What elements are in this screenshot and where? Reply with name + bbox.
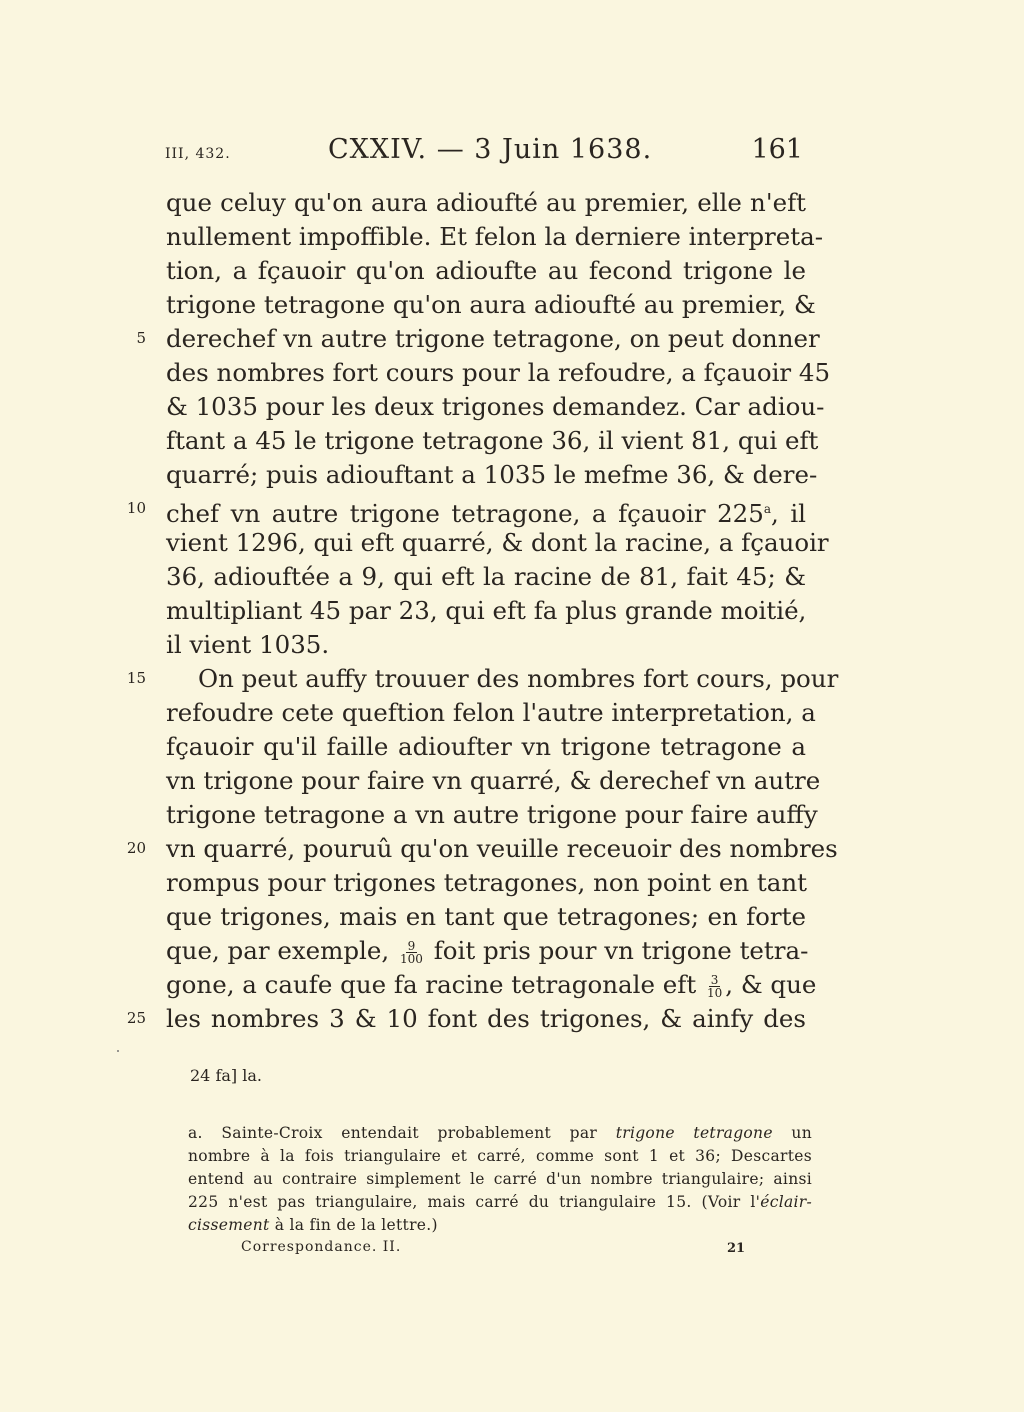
text-line [166,934,809,968]
text-line: fçauoir qu'il faille adioufter vn trigone tetragone a [166,732,806,761]
fraction-numerator: 3 [710,973,719,987]
volume-reference: III, 432. [165,146,231,162]
text-line: les nombres 3 & 10 font des trigones, & ainfy des [166,1004,806,1033]
text-segment: 225 n'est pas triangulaire, mais carré du triangulaire 15. (Voir l' [188,1193,761,1211]
text-line: 36, adiouftée a 9, qui eft la racine de 81, fait 45; & [166,562,806,591]
italic-term: cissement [188,1216,270,1234]
text-line: refoudre cete queftion felon l'autre interpretation, a [166,698,816,727]
margin-dot [117,1050,119,1052]
fraction [400,940,423,965]
fraction [707,974,722,999]
fraction-denominator: 10 [706,986,723,1000]
footnote-line [188,1191,812,1214]
running-header [165,134,803,174]
text-line: que celuy qu'on aura adioufté au premier, elle n'eft [166,188,806,217]
line-number: 15 [126,669,146,687]
italic-term: éclair- [760,1193,812,1211]
text-segment: a. Sainte-Croix entendait probablement par [188,1124,616,1142]
text-line: trigone tetragone a vn autre trigone pour faire auffy [166,800,818,829]
text-line: derechef vn autre trigone tetragone, on peut donner [166,324,820,353]
footnote-line: nombre à la fois triangulaire et carré, comme sont 1 et 36; Descartes [188,1147,812,1165]
footnote-marker: a [763,502,771,516]
text-line: vn trigone pour faire vn quarré, & derechef vn autre [166,766,821,795]
text-line: vient 1296, qui eft quarré, & dont la racine, a fçauoir [166,528,829,557]
text-line: On peut auffy trouuer des nombres fort cours, pour [198,664,839,693]
footnote-line [188,1214,812,1237]
fraction-denominator: 100 [399,952,423,966]
text-line [166,492,806,529]
footnote-line: entend au contraire simplement le carré d'un nombre triangulaire; ainsi [188,1170,812,1188]
line-number: 20 [126,839,146,857]
text-line: que trigones, mais en tant que tetragones; en forte [166,902,806,931]
text-line: & 1035 pour les deux trigones demandez. Car adiou- [166,392,825,421]
text-line: tion, a fçauoir qu'on adioufte au fecond trigone le [166,256,806,285]
signature-mark: Correspondance. II. [241,1239,402,1255]
text-line: rompus pour trigones tetragones, non point en tant [166,868,807,897]
line-number: 25 [126,1009,146,1027]
text-line: quarré; puis adiouftant a 1035 le mefme 36, & dere- [166,460,818,489]
line-number: 10 [126,499,146,517]
text-line: il vient 1035. [166,630,330,659]
text-line [166,968,817,1002]
text-line: nullement impoffible. Et felon la derniere interpreta- [166,222,823,251]
text-line: des nombres fort cours pour la refoudre, a fçauoir 45 [166,358,831,387]
letter-heading: CXXIV. — 3 Juin 1638. [328,134,653,165]
text-segment: un [772,1124,812,1142]
italic-term: trigone tetragone [615,1124,773,1142]
footnote-line [188,1122,812,1145]
text-segment: gone, a caufe que fa racine tetragonale eft [166,970,697,999]
text-segment: à la fin de la lettre.) [269,1216,438,1234]
variant-note: 24 fa] la. [190,1066,262,1085]
text-segment: chef vn autre trigone tetragone, a fçauoir 225 [166,499,764,529]
text-line: ftant a 45 le trigone tetragone 36, il vient 81, qui eft [166,426,819,455]
page-number: 161 [751,134,803,165]
text-line: trigone tetragone qu'on aura adioufté au premier, & [166,290,816,319]
line-number: 5 [136,329,146,347]
text-line: vn quarré, pouruû qu'on veuille receuoir des nombres [166,834,838,863]
text-segment: foit pris pour vn trigone tetra- [433,936,809,965]
text-segment: , il [771,499,806,529]
text-segment: que, par exemple, [166,936,390,965]
gathering-number: 21 [727,1241,746,1256]
text-segment: , & que [725,970,817,999]
fraction-numerator: 9 [407,939,416,953]
text-line: multipliant 45 par 23, qui eft fa plus grande moitié, [166,596,807,625]
